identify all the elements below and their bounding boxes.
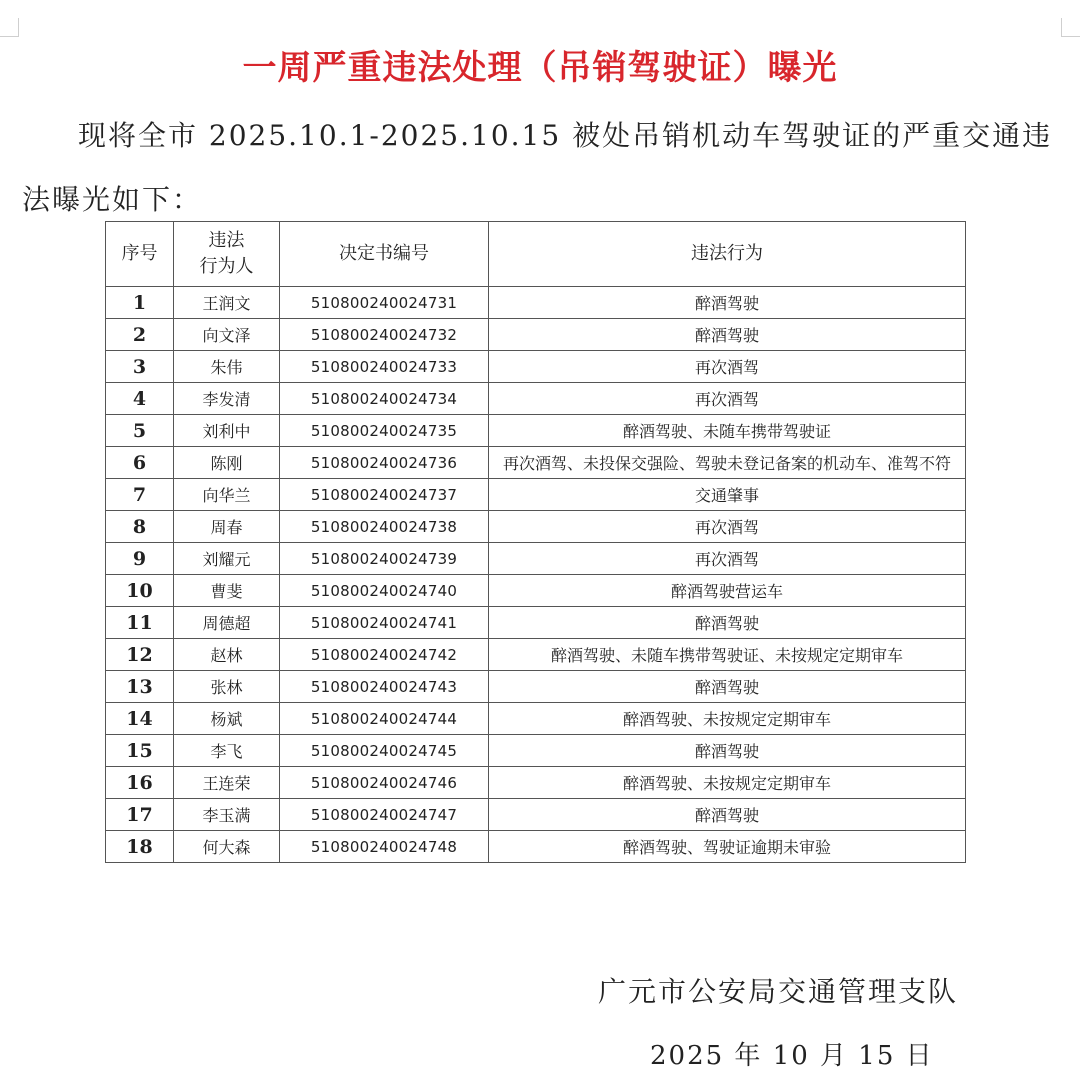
header-index: 序号 [106, 222, 174, 287]
row-index: 5 [106, 415, 174, 447]
row-offender-name: 王连荣 [174, 767, 280, 799]
row-offender-name: 李玉满 [174, 799, 280, 831]
row-decision-no: 510800240024740 [280, 575, 489, 607]
table-row [106, 511, 966, 543]
header-violation: 违法行为 [489, 222, 966, 287]
row-offender-name: 张林 [174, 671, 280, 703]
row-violation: 醉酒驾驶营运车 [489, 575, 966, 607]
row-violation: 再次酒驾、未投保交强险、驾驶未登记备案的机动车、准驾不符 [489, 447, 966, 479]
row-violation: 再次酒驾 [489, 511, 966, 543]
page-corner-mark-left [0, 18, 19, 37]
row-violation: 交通肇事 [489, 479, 966, 511]
row-offender-name: 刘耀元 [174, 543, 280, 575]
row-index: 16 [106, 767, 174, 799]
row-index: 11 [106, 607, 174, 639]
table-row [106, 735, 966, 767]
table-body [106, 287, 966, 863]
row-violation: 醉酒驾驶、驾驶证逾期未审验 [489, 831, 966, 863]
row-index: 15 [106, 735, 174, 767]
row-index: 13 [106, 671, 174, 703]
table-row [106, 351, 966, 383]
page-corner-mark-right [1061, 18, 1080, 37]
row-offender-name: 周春 [174, 511, 280, 543]
row-violation: 再次酒驾 [489, 351, 966, 383]
row-violation: 醉酒驾驶 [489, 319, 966, 351]
table-row [106, 703, 966, 735]
row-decision-no: 510800240024734 [280, 383, 489, 415]
row-decision-no: 510800240024733 [280, 351, 489, 383]
table-row [106, 319, 966, 351]
row-violation: 醉酒驾驶、未随车携带驾驶证 [489, 415, 966, 447]
header-offender-line2: 行为人 [199, 256, 254, 277]
row-offender-name: 何大森 [174, 831, 280, 863]
row-index: 12 [106, 639, 174, 671]
row-violation: 再次酒驾 [489, 543, 966, 575]
row-index: 18 [106, 831, 174, 863]
row-decision-no: 510800240024735 [280, 415, 489, 447]
table-row [106, 671, 966, 703]
row-violation: 醉酒驾驶 [489, 287, 966, 319]
table-header-row [106, 222, 966, 287]
row-decision-no: 510800240024742 [280, 639, 489, 671]
row-index: 7 [106, 479, 174, 511]
row-violation: 醉酒驾驶 [489, 799, 966, 831]
row-decision-no: 510800240024731 [280, 287, 489, 319]
row-index: 10 [106, 575, 174, 607]
issue-date: 2025 年 10 月 15 日 [650, 1041, 934, 1071]
row-index: 6 [106, 447, 174, 479]
row-offender-name: 朱伟 [174, 351, 280, 383]
issuer-signature: 广元市公安局交通管理支队 [598, 975, 959, 1008]
row-decision-no: 510800240024739 [280, 543, 489, 575]
row-offender-name: 王润文 [174, 287, 280, 319]
row-offender-name: 向文泽 [174, 319, 280, 351]
row-index: 9 [106, 543, 174, 575]
table-row [106, 287, 966, 319]
table-row [106, 639, 966, 671]
row-index: 8 [106, 511, 174, 543]
table-row [106, 415, 966, 447]
header-decision-no: 决定书编号 [280, 222, 489, 287]
header-offender [174, 222, 280, 287]
row-decision-no: 510800240024744 [280, 703, 489, 735]
row-decision-no: 510800240024745 [280, 735, 489, 767]
table-row [106, 383, 966, 415]
row-decision-no: 510800240024737 [280, 479, 489, 511]
row-offender-name: 陈刚 [174, 447, 280, 479]
row-offender-name: 周德超 [174, 607, 280, 639]
row-violation: 醉酒驾驶、未随车携带驾驶证、未按规定定期审车 [489, 639, 966, 671]
table-row [106, 575, 966, 607]
table-row [106, 607, 966, 639]
row-decision-no: 510800240024732 [280, 319, 489, 351]
row-index: 4 [106, 383, 174, 415]
row-decision-no: 510800240024738 [280, 511, 489, 543]
header-offender-line1: 违法 [208, 230, 245, 251]
table-row [106, 831, 966, 863]
row-index: 1 [106, 287, 174, 319]
row-index: 2 [106, 319, 174, 351]
row-index: 17 [106, 799, 174, 831]
row-offender-name: 刘利中 [174, 415, 280, 447]
row-offender-name: 李飞 [174, 735, 280, 767]
row-decision-no: 510800240024743 [280, 671, 489, 703]
document-title: 一周严重违法处理（吊销驾驶证）曝光 [242, 48, 838, 88]
row-decision-no: 510800240024746 [280, 767, 489, 799]
row-index: 3 [106, 351, 174, 383]
row-violation: 醉酒驾驶、未按规定定期审车 [489, 703, 966, 735]
row-violation: 醉酒驾驶 [489, 607, 966, 639]
row-offender-name: 赵林 [174, 639, 280, 671]
table-row [106, 479, 966, 511]
row-violation: 醉酒驾驶 [489, 671, 966, 703]
table-row [106, 447, 966, 479]
table-row [106, 767, 966, 799]
row-decision-no: 510800240024747 [280, 799, 489, 831]
row-violation: 再次酒驾 [489, 383, 966, 415]
revocation-table [105, 221, 966, 863]
row-violation: 醉酒驾驶、未按规定定期审车 [489, 767, 966, 799]
row-decision-no: 510800240024748 [280, 831, 489, 863]
row-decision-no: 510800240024741 [280, 607, 489, 639]
row-offender-name: 曹斐 [174, 575, 280, 607]
intro-paragraph: 现将全市 2025.10.1-2025.10.15 被处吊销机动车驾驶证的严重交通违法曝光如下： [22, 119, 1053, 216]
row-offender-name: 向华兰 [174, 479, 280, 511]
row-offender-name: 杨斌 [174, 703, 280, 735]
row-violation: 醉酒驾驶 [489, 735, 966, 767]
table-row [106, 543, 966, 575]
table-row [106, 799, 966, 831]
row-decision-no: 510800240024736 [280, 447, 489, 479]
row-index: 14 [106, 703, 174, 735]
row-offender-name: 李发清 [174, 383, 280, 415]
